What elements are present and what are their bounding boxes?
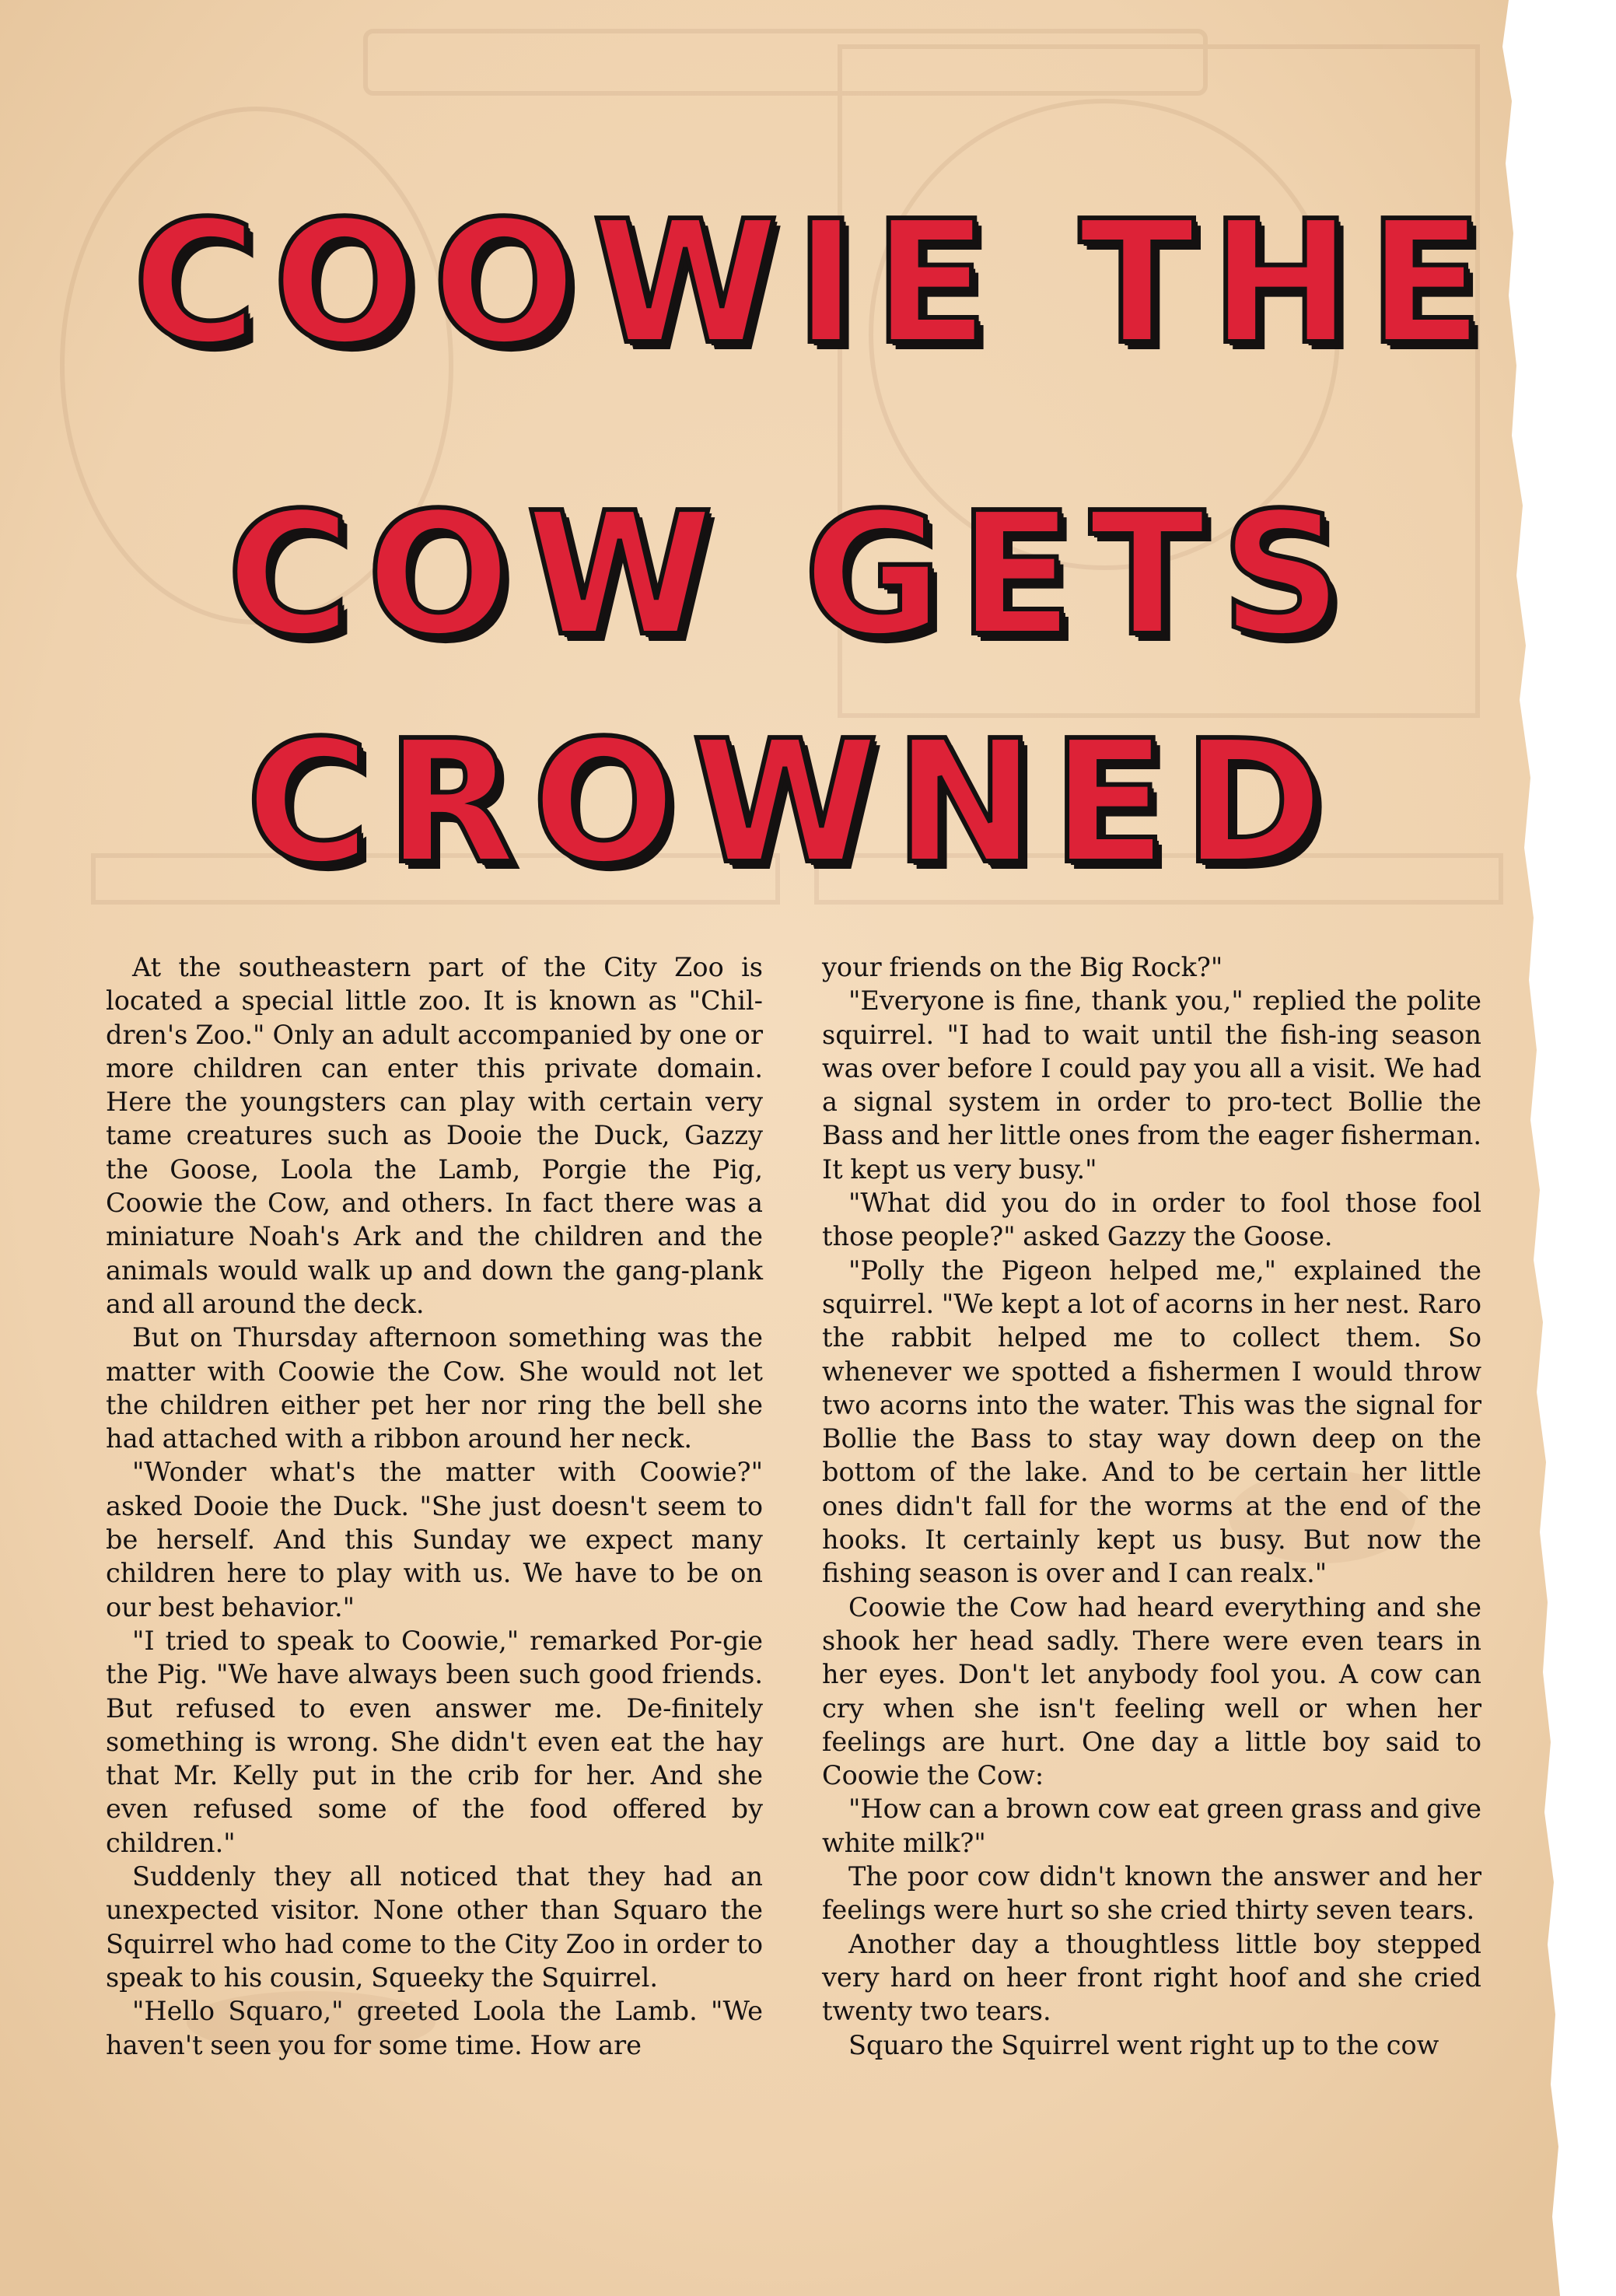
paragraph: Suddenly they all noticed that they had an unexpected visitor. None other than Squaro the Squirrel who had come to the City Zoo in order to speak to his cousin, Squeeky the Squirrel. — [106, 1861, 763, 1993]
right-text-column — [822, 950, 1481, 2062]
title-line-3: CROWNED — [246, 705, 1339, 901]
paragraph: At the southeastern part of the City Zoo is located a special little zoo. It is known as "Chil-dren's Zoo." Only an adult accompanied by one or more children can enter this private domain. Here the youngsters can play with certain very tame creatures such as Dooie the Duck, Gazzy the Goose, Loola the Lamb, Porgie the Pig, Coowie the Cow, and others. In fact there was a miniature Noah's Ark and the children and the animals would walk up and down the gang-plank and all around the deck. — [106, 952, 763, 1319]
paragraph: your friends on the Big Rock?" — [822, 952, 1223, 982]
left-text-column — [106, 950, 763, 2062]
paragraph: Squaro the Squirrel went right up to the cow — [848, 2029, 1439, 2060]
title-line-1: COOWIE THE — [132, 185, 1499, 382]
title-line-2: COW GETS — [226, 477, 1359, 674]
paragraph: Coowie the Cow had heard everything and she shook her head sadly. There were even tears in her eyes. Don't let anybody fool you. A cow can cry when she isn't feeling well or when her feelings are hurt. One day a little boy said to Coowie the Cow: — [822, 1591, 1481, 1791]
paragraph: Another day a thoughtless little boy stepped very hard on heer front right hoof and she cried twenty two tears. — [822, 1928, 1481, 2027]
paragraph: The poor cow didn't known the answer and her feelings were hurt so she cried thirty seven tears. — [822, 1861, 1481, 1926]
paragraph: "I tried to speak to Coowie," remarked Por-gie the Pig. "We have always been such good friends. But refused to even answer me. De-finitely something is wrong. She didn't even eat the hay that Mr. Kelly put in the crib for her. And she even refused some of the food offered by children." — [106, 1625, 763, 1858]
paragraph: "Hello Squaro," greeted Loola the Lamb. "We haven't seen you for some time. How are — [106, 1996, 763, 2060]
paragraph: "What did you do in order to fool those fool those people?" asked Gazzy the Goose. — [822, 1188, 1481, 1252]
paragraph: "Polly the Pigeon helped me," explained the squirrel. "We kept a lot of acorns in her nest. Raro the rabbit helped me to collect them. So whenever we spotted a fishermen I would throw two acorns into the water. This was the signal for Bollie the Bass to stay way down deep on the bottom of the lake. And to be certain her little ones didn't fall for the worms at the end of the hooks. It certainly kept us busy. But now the fishing season is over and I can realx." — [822, 1255, 1481, 1589]
paragraph: But on Thursday afternoon something was the matter with Coowie the Cow. She would not let the children either pet her nor ring the bell she had attached with a ribbon around her neck. — [106, 1322, 763, 1454]
paragraph: "Everyone is fine, thank you," replied the polite squirrel. "I had to wait until the fish-ing season was over before I could pay you all a visit. We had a signal system in order to pro-tect Bollie the Bass and her little ones from the eager fisherman. It kept us very busy." — [822, 985, 1481, 1185]
paragraph: "How can a brown cow eat green grass and give white milk?" — [822, 1794, 1481, 1858]
paragraph: "Wonder what's the matter with Coowie?" asked Dooie the Duck. "She just doesn't seem to be herself. And this Sunday we expect many children here to play with us. We have to be on our best behavior." — [106, 1457, 763, 1622]
